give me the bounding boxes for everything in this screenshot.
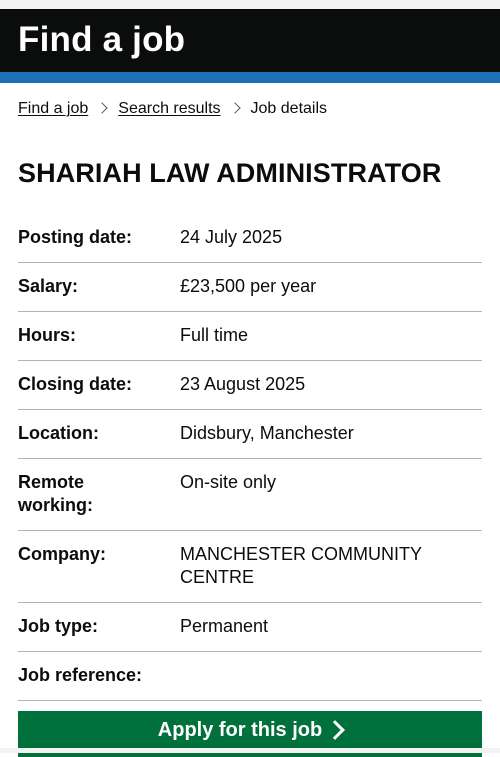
summary-row-job-reference xyxy=(18,652,482,701)
summary-row-posting-date xyxy=(18,214,482,263)
apply-button-label: Apply for this job xyxy=(157,718,323,741)
chevron-right-icon xyxy=(229,102,240,113)
summary-row-closing-date xyxy=(18,361,482,410)
summary-row-hours xyxy=(18,312,482,361)
summary-key: Company: xyxy=(18,544,107,564)
summary-value: Didsbury, Manchester xyxy=(180,423,354,443)
page-title: SHARIAH LAW ADMINISTRATOR xyxy=(18,158,442,188)
summary-row-company xyxy=(18,531,482,603)
summary-row-location xyxy=(18,410,482,459)
summary-value: £23,500 per year xyxy=(180,276,317,296)
summary-value: On-site only xyxy=(180,472,277,492)
summary-key: Salary: xyxy=(18,276,79,296)
summary-value: 23 August 2025 xyxy=(180,374,306,394)
summary-row-salary xyxy=(18,263,482,312)
summary-row-remote-working xyxy=(18,459,482,531)
summary-key: Remote working: xyxy=(18,472,93,515)
summary-value: Full time xyxy=(180,325,249,345)
header-accent-bar xyxy=(0,72,500,83)
breadcrumb-link-find-a-job[interactable]: Find a job xyxy=(18,100,89,117)
chevron-right-icon xyxy=(97,102,108,113)
summary-row-job-type xyxy=(18,603,482,652)
summary-key: Location: xyxy=(18,423,99,443)
chevron-right-icon xyxy=(325,720,345,740)
bottom-strip xyxy=(0,748,500,753)
summary-key: Job type: xyxy=(18,616,99,636)
summary-key: Hours: xyxy=(18,325,76,345)
summary-key: Job reference: xyxy=(18,665,143,685)
summary-value: MANCHESTER COMMUNITY CENTRE xyxy=(180,544,422,587)
summary-value: Permanent xyxy=(180,616,269,636)
summary-value xyxy=(142,664,482,687)
site-title[interactable]: Find a job xyxy=(18,19,186,59)
site-header xyxy=(0,9,500,72)
summary-key: Posting date: xyxy=(18,227,133,247)
breadcrumb xyxy=(18,100,327,118)
breadcrumb-link-search-results[interactable]: Search results xyxy=(118,100,221,117)
breadcrumb-current-job-details: Job details xyxy=(250,100,328,117)
summary-key: Closing date: xyxy=(18,374,133,394)
summary-value: 24 July 2025 xyxy=(180,227,283,247)
top-strip xyxy=(0,0,500,9)
job-summary-list xyxy=(18,214,482,701)
